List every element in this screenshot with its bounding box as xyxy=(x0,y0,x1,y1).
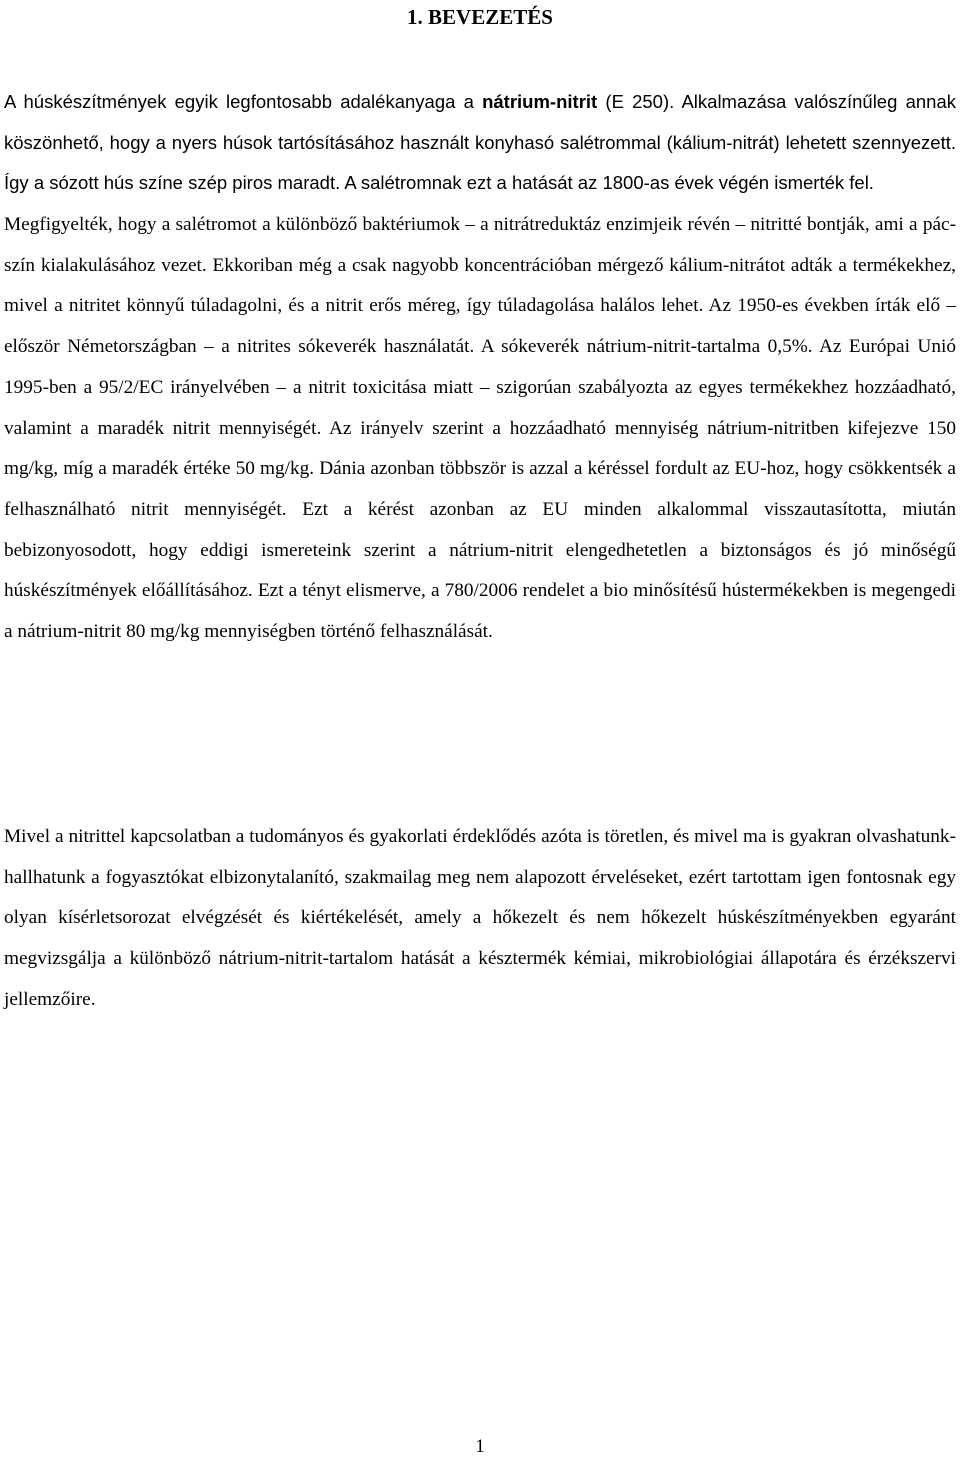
motivation-paragraph: Mivel a nitrittel kapcsolatban a tudományos és gyakorlati érdeklődés azóta is töretlen, és mivel ma is gyakran olvashatunk-hallhatunk a fogyasztókat elbizonytalanító, szakmailag meg nem alapozott érveléseket, ezért tartottam igen fontosnak egy olyan kísérletsorozat elvégzését és kiértékelését, amely a hőkezelt és nem hőkezelt húskészítményekben egyaránt megvizsgálja a különböző nátrium-nitrit-tartalom hatását a késztermék kémiai, mikrobiológiai állapotára és érzékszervi jellemzőire. xyxy=(4,826,956,1010)
intro-bold-term: nátrium-nitrit xyxy=(482,91,598,112)
page-number: 1 xyxy=(475,1436,485,1457)
intro-text-2: (E 250). Alkalmazása valószínűleg annak köszönhető, hogy a nyers húsok tartósításához használt konyhasó salétrommal (kálium-nitrát) lehetett szennyezett. Így a sózott hús színe szép piros maradt. A salétromnak ezt a hatását az 1800-as évek végén ismerték fel. xyxy=(4,91,956,194)
intro-text-1: A húskészítmények egyik legfontosabb adalékanyaga a xyxy=(4,91,483,112)
intro-paragraph-part2: Megfigyelték, hogy a salétromot a különböző baktériumok – a nitrátreduktáz enzimjeik révén – nitritté bontják, ami a pác-szín kialakulásához vezet. Ekkoriban még a csak nagyobb koncentrációban mérgező kálium-nitrátot adták a termékekhez, mivel a nitritet könnyű túladagolni, és a nitrit erős méreg, így túladagolása halálos lehet. Az 1950-es években írták elő – először Németországban – a nitrites sókeverék használatát. A sókeverék nátrium-nitrit-tartalma 0,5%. Az Európai Unió 1995-ben a 95/2/EC irányelvében – a nitrit toxicitása miatt – szigorúan szabályozta az egyes termékekhez hozzáadható, valamint a maradék nitrit mennyiségét. Az irányelv szerint a hozzáadható mennyiség nátrium-nitritben kifejezve 150 mg/kg, míg a maradék értéke 50 mg/kg. Dánia azonban többször is azzal a kéréssel fordult az EU-hoz, hogy csökkentsék a felhasználható nitrit mennyiségét. Ezt a kérést azonban az EU minden alkalommal visszautasította, miután bebizonyosodott, hogy eddigi ismereteink szerint a nátrium-nitrit elengedhetetlen a biztonságos és jó minőségű húskészítmények előállításához. Ezt a tényt elismerve, a 780/2006 rendelet a bio minősítésű hústermékekben is megengedi a nátrium-nitrit 80 mg/kg mennyiségben történő felhasználását. xyxy=(4,214,956,643)
intro-paragraph-part1 xyxy=(4,82,956,204)
section-heading: 1. BEVEZETÉS xyxy=(407,5,553,29)
